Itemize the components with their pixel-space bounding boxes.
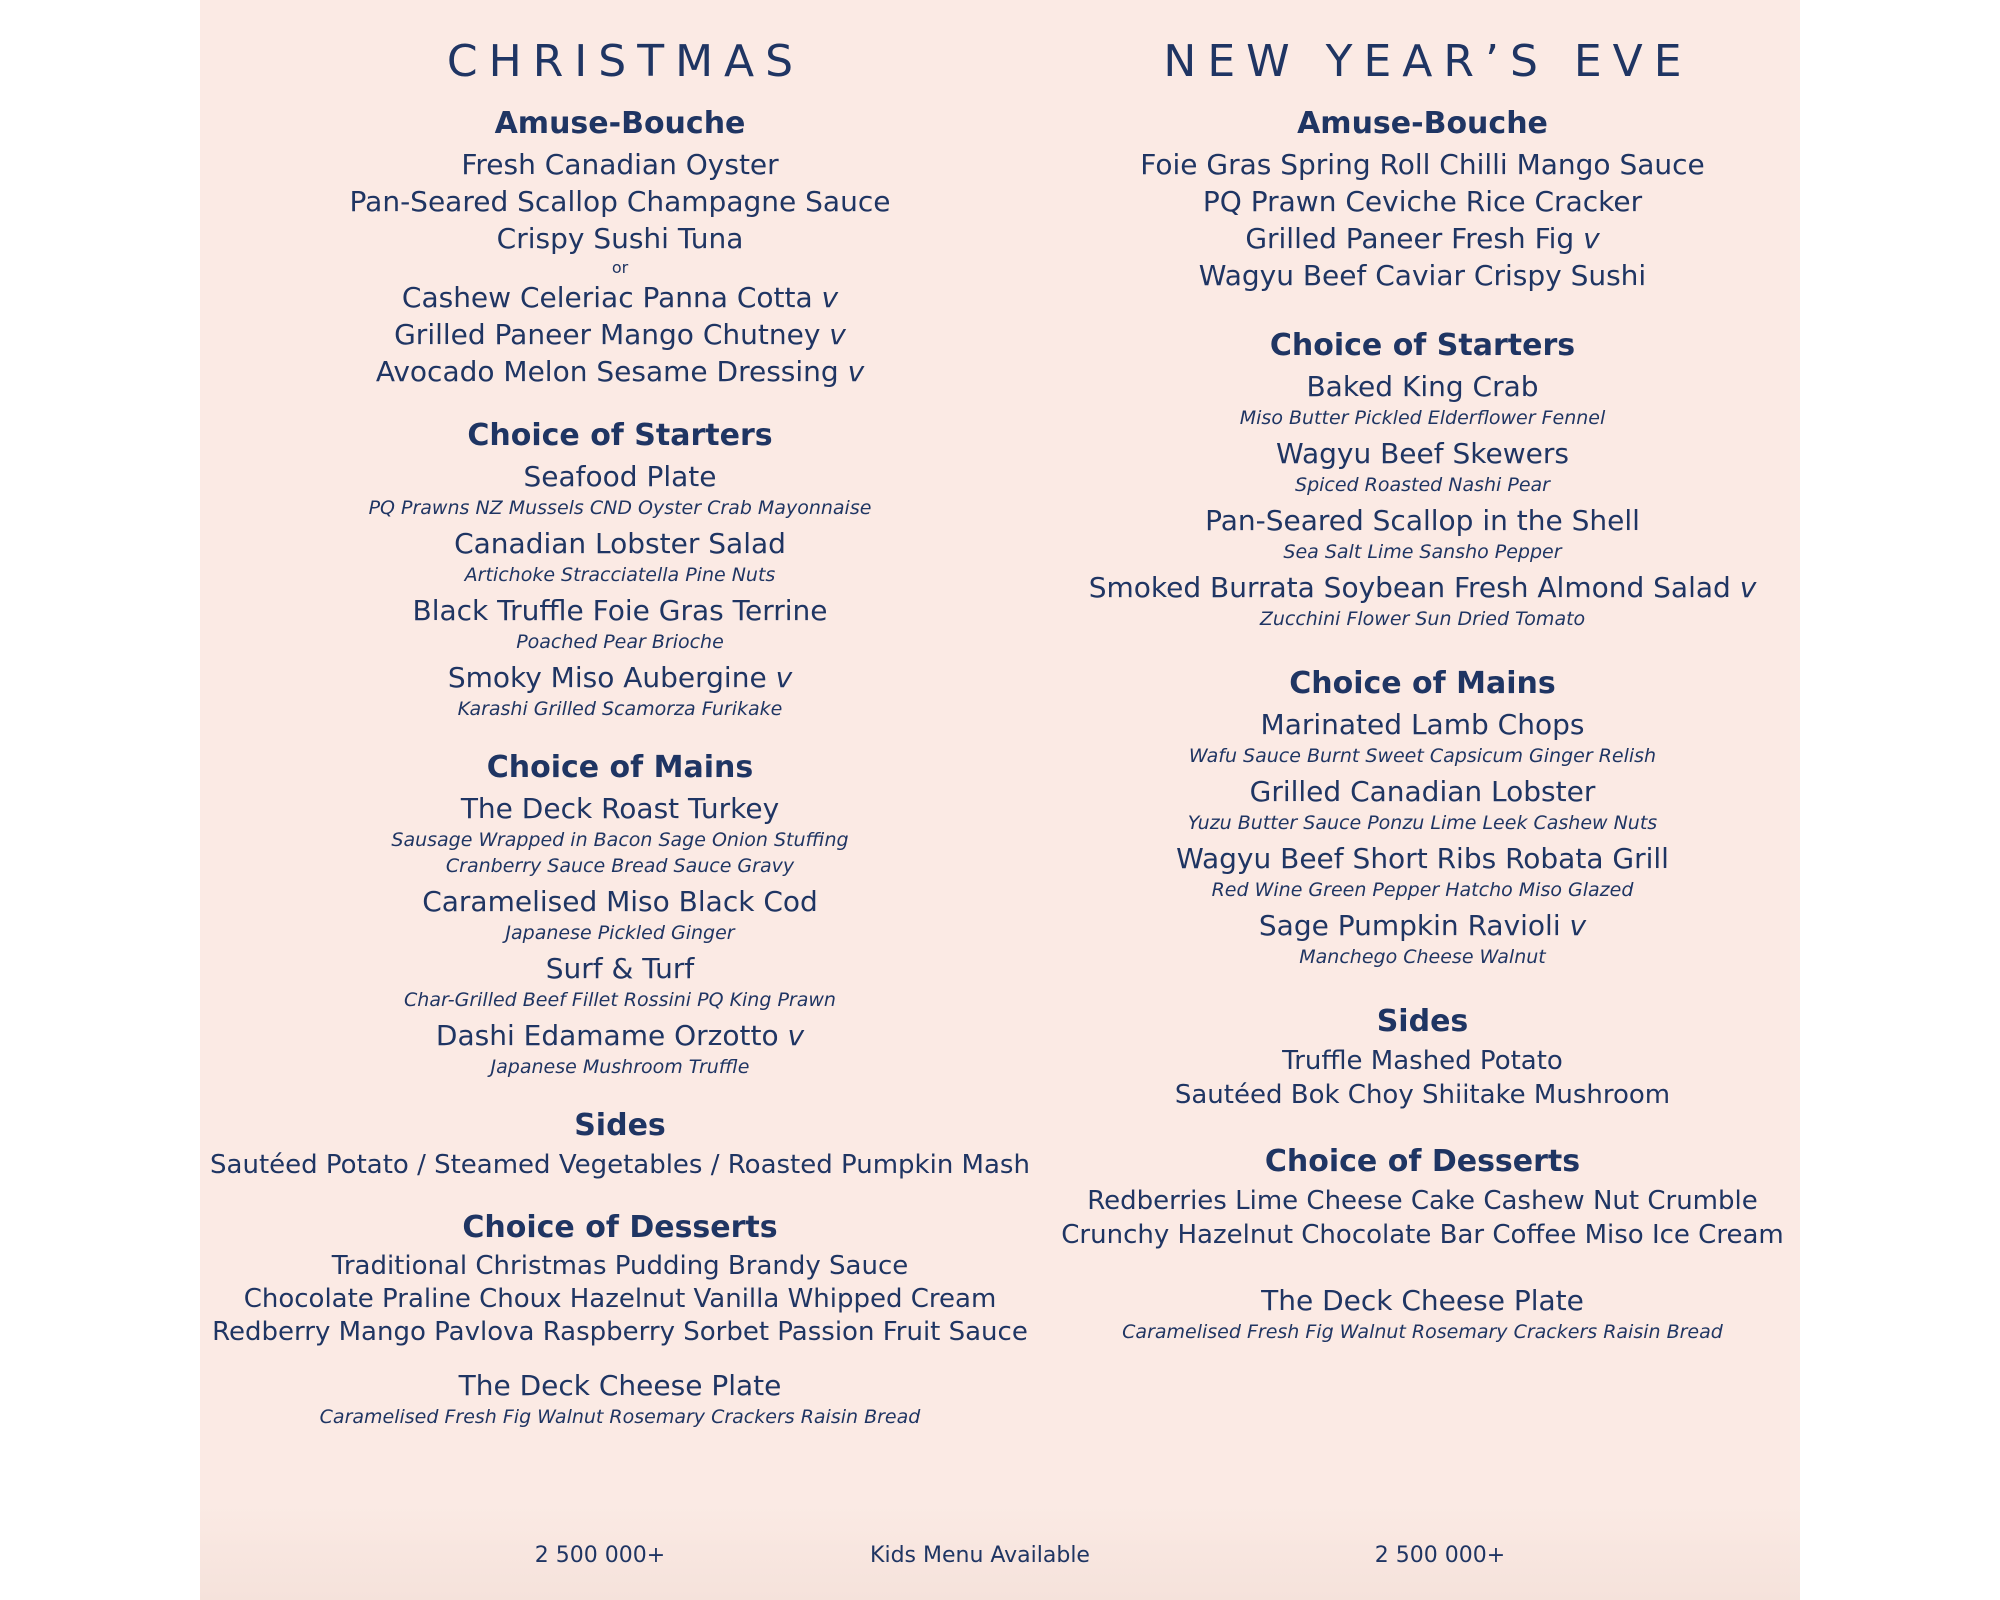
section-heading: Choice of Desserts xyxy=(462,1210,778,1245)
menu-item: Wagyu Beef Skewers Spiced Roasted Nashi Pear xyxy=(1025,435,1820,498)
section-heading: Choice of Desserts xyxy=(1264,1144,1581,1179)
vegetarian-mark: v xyxy=(1583,222,1600,255)
item-description: Poached Pear Brioche xyxy=(516,631,724,653)
vegetarian-mark: v xyxy=(1739,571,1757,604)
menu-item: Smoked Burrata Soybean Fresh Almond Salad v Zucchini Flower Sun Dried Tomato xyxy=(1025,569,1820,632)
nye-cheese-section xyxy=(1025,1282,1820,1345)
menu-item: Pan-Seared Scallop in the Shell Sea Salt Lime Sansho Pepper xyxy=(1025,502,1820,565)
item-description: Japanese Mushroom Truffle xyxy=(490,1056,750,1078)
christmas-starters-section xyxy=(200,416,1040,722)
item-description: Japanese Pickled Ginger xyxy=(505,922,735,944)
item-description: Sausage Wrapped in Bacon Sage Onion Stuffing xyxy=(391,829,849,851)
menu-item: Seafood Plate PQ Prawns NZ Mussels CND Oyster Crab Mayonnaise xyxy=(200,458,1040,521)
vegetarian-mark: v xyxy=(829,318,846,351)
menu-item: Truffle Mashed Potato xyxy=(1282,1046,1563,1076)
item-description: Zucchini Flower Sun Dried Tomato xyxy=(1259,608,1586,630)
nye-starters-section xyxy=(1025,326,1820,632)
vegetarian-mark: v xyxy=(787,1019,805,1052)
christmas-mains-section xyxy=(200,748,1040,1080)
menu-item: PQ Prawn Ceviche Rice Cracker xyxy=(1202,185,1643,218)
nye-menu xyxy=(1025,36,1820,1371)
menu-item: Crispy Sushi Tuna xyxy=(496,222,744,255)
nye-price: 2 500 000+ xyxy=(1374,1543,1506,1568)
menu-item: Redberry Mango Pavlova Raspberry Sorbet Passion Fruit Sauce xyxy=(212,1317,1028,1347)
section-heading: Amuse-Bouche xyxy=(494,106,746,141)
menu-item: Grilled Paneer Fresh Fig v xyxy=(1245,222,1600,255)
christmas-menu xyxy=(200,36,1040,1456)
christmas-price: 2 500 000+ xyxy=(534,1543,666,1568)
cheese-plate-name: The Deck Cheese Plate xyxy=(1261,1284,1584,1317)
menu-item: Fresh Canadian Oyster xyxy=(461,148,779,181)
menu-item: Sautéed Potato / Steamed Vegetables / Roasted Pumpkin Mash xyxy=(210,1150,1030,1180)
nye-desserts-section xyxy=(1025,1142,1820,1252)
item-description: Yuzu Butter Sauce Ponzu Lime Leek Cashew Nuts xyxy=(1187,812,1658,834)
item-description: Sea Salt Lime Sansho Pepper xyxy=(1283,541,1562,563)
menu-item: Crunchy Hazelnut Chocolate Bar Coffee Miso Ice Cream xyxy=(1061,1220,1784,1250)
kids-menu-note: Kids Menu Available xyxy=(870,1543,1090,1568)
menu-item: Wagyu Beef Caviar Crispy Sushi xyxy=(1198,259,1647,292)
item-description: Caramelised Fresh Fig Walnut Rosemary Crackers Raisin Bread xyxy=(319,1406,921,1428)
item-description: PQ Prawns NZ Mussels CND Oyster Crab Mayonnaise xyxy=(368,497,872,519)
menu-item: Canadian Lobster Salad Artichoke Stracciatella Pine Nuts xyxy=(200,525,1040,588)
item-description: Char-Grilled Beef Fillet Rossini PQ King Prawn xyxy=(404,989,836,1011)
christmas-desserts-section xyxy=(200,1208,1040,1349)
menu-sheet xyxy=(200,0,1800,1600)
menu-item: Traditional Christmas Pudding Brandy Sauce xyxy=(331,1251,909,1281)
menu-item: Wagyu Beef Short Ribs Robata Grill Red Wine Green Pepper Hatcho Miso Glazed xyxy=(1025,840,1820,903)
vegetarian-mark: v xyxy=(775,661,793,694)
vegetarian-mark: v xyxy=(1569,909,1587,942)
vegetarian-mark: v xyxy=(847,355,865,388)
item-description: Caramelised Fresh Fig Walnut Rosemary Crackers Raisin Bread xyxy=(1122,1321,1723,1343)
nye-title: NEW YEAR’S EVE xyxy=(1163,36,1693,87)
menu-item: Black Truffle Foie Gras Terrine Poached Pear Brioche xyxy=(200,592,1040,655)
vegetarian-mark: v xyxy=(821,281,839,314)
menu-item: The Deck Roast Turkey Sausage Wrapped in Bacon Sage Onion Stuffing Cranberry Sauce Bread Sauce Gravy xyxy=(200,790,1040,879)
menu-item: Redberries Lime Cheese Cake Cashew Nut Crumble xyxy=(1087,1186,1758,1216)
item-description: Artichoke Stracciatella Pine Nuts xyxy=(464,564,776,586)
nye-mains-section xyxy=(1025,664,1820,970)
christmas-title: CHRISTMAS xyxy=(446,36,805,87)
christmas-cheese-section xyxy=(200,1367,1040,1430)
menu-item: Foie Gras Spring Roll Chilli Mango Sauce xyxy=(1140,148,1705,181)
menu-item: Smoky Miso Aubergine v Karashi Grilled Scamorza Furikake xyxy=(200,659,1040,722)
item-description: Miso Butter Pickled Elderflower Fennel xyxy=(1239,407,1606,429)
menu-item: Cashew Celeriac Panna Cotta v xyxy=(401,281,839,314)
menu-item: Grilled Paneer Mango Chutney v xyxy=(394,318,846,351)
section-heading: Choice of Starters xyxy=(1269,328,1576,363)
menu-item: Baked King Crab Miso Butter Pickled Elderflower Fennel xyxy=(1025,368,1820,431)
menu-item: Sage Pumpkin Ravioli v Manchego Cheese Walnut xyxy=(1025,907,1820,970)
item-description: Spiced Roasted Nashi Pear xyxy=(1295,474,1550,496)
section-heading: Amuse-Bouche xyxy=(1297,106,1548,141)
christmas-sides-section xyxy=(200,1106,1040,1182)
menu-item: Marinated Lamb Chops Wafu Sauce Burnt Sweet Capsicum Ginger Relish xyxy=(1025,706,1820,769)
menu-item: Caramelised Miso Black Cod Japanese Pickled Ginger xyxy=(200,883,1040,946)
menu-item: Dashi Edamame Orzotto v Japanese Mushroom Truffle xyxy=(200,1017,1040,1080)
menu-item: Grilled Canadian Lobster Yuzu Butter Sauce Ponzu Lime Leek Cashew Nuts xyxy=(1025,773,1820,836)
menu-item: Sautéed Bok Choy Shiitake Mushroom xyxy=(1174,1080,1671,1110)
or-separator: or xyxy=(611,258,629,277)
section-heading: Sides xyxy=(574,1108,666,1143)
section-heading: Choice of Mains xyxy=(486,750,754,785)
item-description: Red Wine Green Pepper Hatcho Miso Glazed xyxy=(1211,879,1634,901)
item-description: Cranberry Sauce Bread Sauce Gravy xyxy=(445,855,795,877)
menu-item: Chocolate Praline Choux Hazelnut Vanilla Whipped Cream xyxy=(243,1284,997,1314)
item-description: Manchego Cheese Walnut xyxy=(1299,946,1546,968)
section-heading: Choice of Starters xyxy=(467,418,773,453)
menu-item: Pan-Seared Scallop Champagne Sauce xyxy=(349,185,891,218)
item-description: Wafu Sauce Burnt Sweet Capsicum Ginger Relish xyxy=(1188,745,1657,767)
item-description: Karashi Grilled Scamorza Furikake xyxy=(457,698,783,720)
section-heading: Sides xyxy=(1376,1004,1469,1039)
nye-sides-section xyxy=(1025,1002,1820,1112)
nye-amuse-section xyxy=(1025,104,1820,294)
section-heading: Choice of Mains xyxy=(1289,666,1556,701)
cheese-plate-name: The Deck Cheese Plate xyxy=(458,1369,782,1402)
christmas-amuse-section xyxy=(200,104,1040,390)
menu-item: Surf & Turf Char-Grilled Beef Fillet Rossini PQ King Prawn xyxy=(200,950,1040,1013)
menu-item: Avocado Melon Sesame Dressing v xyxy=(375,355,865,388)
